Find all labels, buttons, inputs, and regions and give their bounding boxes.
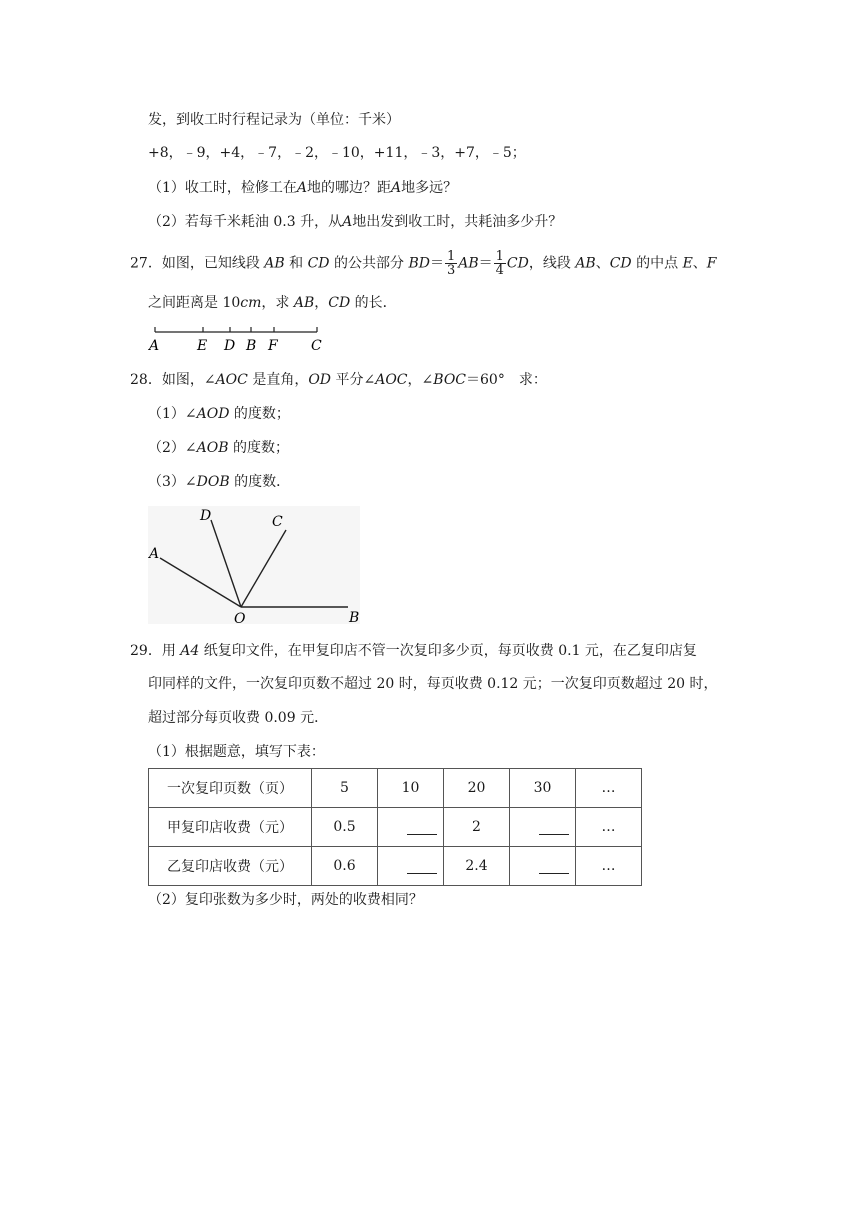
label-a: A bbox=[149, 338, 160, 354]
q28-line1: 28．如图，∠AOC 是直角，OD 平分∠AOC，∠BOC＝60° 求： bbox=[130, 372, 547, 388]
angle-figure bbox=[148, 506, 360, 624]
q26-records: +8，﹣9，+4，﹣7，﹣2，﹣10，+11，﹣3，+7，﹣5； bbox=[148, 145, 526, 161]
q29-sub1: （1）根据题意，填写下表： bbox=[148, 744, 325, 760]
table-cell: 20 bbox=[444, 769, 510, 808]
q29-line3: 超过部分每页收费 0.09 元． bbox=[148, 710, 329, 726]
q29-line1: 29．用 A4 纸复印文件，在甲复印店不管一次复印多少页，每页收费 0.1 元，在乙复印店复 bbox=[130, 643, 697, 659]
table-row bbox=[149, 847, 642, 886]
label-f: F bbox=[268, 338, 278, 354]
label-c: C bbox=[272, 514, 283, 530]
answer-blank[interactable] bbox=[378, 847, 444, 886]
q29-line2: 印同样的文件，一次复印页数不超过 20 时，每页收费 0.12 元；一次复印页数超过 20 时， bbox=[148, 676, 718, 692]
q27-line1: 27．如图，已知线段 AB 和 CD 的公共部分 BD＝ $\frac{1}{3}$ AB＝ $\frac{1}{4}$ CD，线段 AB、CD 的中点 E、F bbox=[130, 249, 717, 278]
table-row bbox=[149, 808, 642, 847]
label-a: A bbox=[149, 546, 160, 562]
q27-line2: 之间距离是 10cm，求 AB，CD 的长． bbox=[148, 295, 397, 311]
answer-blank[interactable] bbox=[510, 847, 576, 886]
q26-sub1: （1）收工时，检修工在A地的哪边？距A地多远？ bbox=[148, 180, 458, 196]
table-cell: … bbox=[576, 769, 642, 808]
figure-background bbox=[148, 506, 360, 624]
label-b: B bbox=[246, 338, 257, 354]
q28-sub2: （2）∠AOB 的度数； bbox=[148, 440, 289, 456]
table-cell: 一次复印页数（页） bbox=[149, 769, 312, 808]
label-e: E bbox=[197, 338, 208, 354]
table-row bbox=[149, 769, 642, 808]
table-cell: 乙复印店收费（元） bbox=[149, 847, 312, 886]
table-cell: 30 bbox=[510, 769, 576, 808]
answer-blank[interactable] bbox=[510, 808, 576, 847]
table-cell: 0.6 bbox=[312, 847, 378, 886]
q29-sub2: （2）复印张数为多少时，两处的收费相同？ bbox=[148, 892, 423, 908]
label-c: C bbox=[311, 338, 322, 354]
q28-sub1: （1）∠AOD 的度数； bbox=[148, 406, 290, 422]
answer-blank[interactable] bbox=[378, 808, 444, 847]
label-d: D bbox=[200, 508, 212, 524]
label-o: O bbox=[234, 611, 246, 624]
table-cell: 0.5 bbox=[312, 808, 378, 847]
table-cell: 甲复印店收费（元） bbox=[149, 808, 312, 847]
table-cell: … bbox=[576, 847, 642, 886]
table-cell: 5 bbox=[312, 769, 378, 808]
fee-table bbox=[148, 768, 642, 886]
table-cell: 2.4 bbox=[444, 847, 510, 886]
table-cell: 10 bbox=[378, 769, 444, 808]
segment-figure bbox=[145, 322, 335, 356]
table-cell: 2 bbox=[444, 808, 510, 847]
label-d: D bbox=[224, 338, 236, 354]
q28-sub3: （3）∠DOB 的度数． bbox=[148, 474, 291, 490]
q26-line1: 发，到收工时行程记录为（单位：千米） bbox=[148, 112, 400, 128]
label-b: B bbox=[349, 610, 360, 624]
fraction-one-fourth: $\frac{1}{4}$ bbox=[495, 249, 504, 278]
q26-sub2: （2）若每千米耗油 0.3 升，从A地出发到收工时，共耗油多少升？ bbox=[148, 214, 563, 230]
table-cell: … bbox=[576, 808, 642, 847]
fraction-one-third: $\frac{1}{3}$ bbox=[446, 249, 456, 278]
